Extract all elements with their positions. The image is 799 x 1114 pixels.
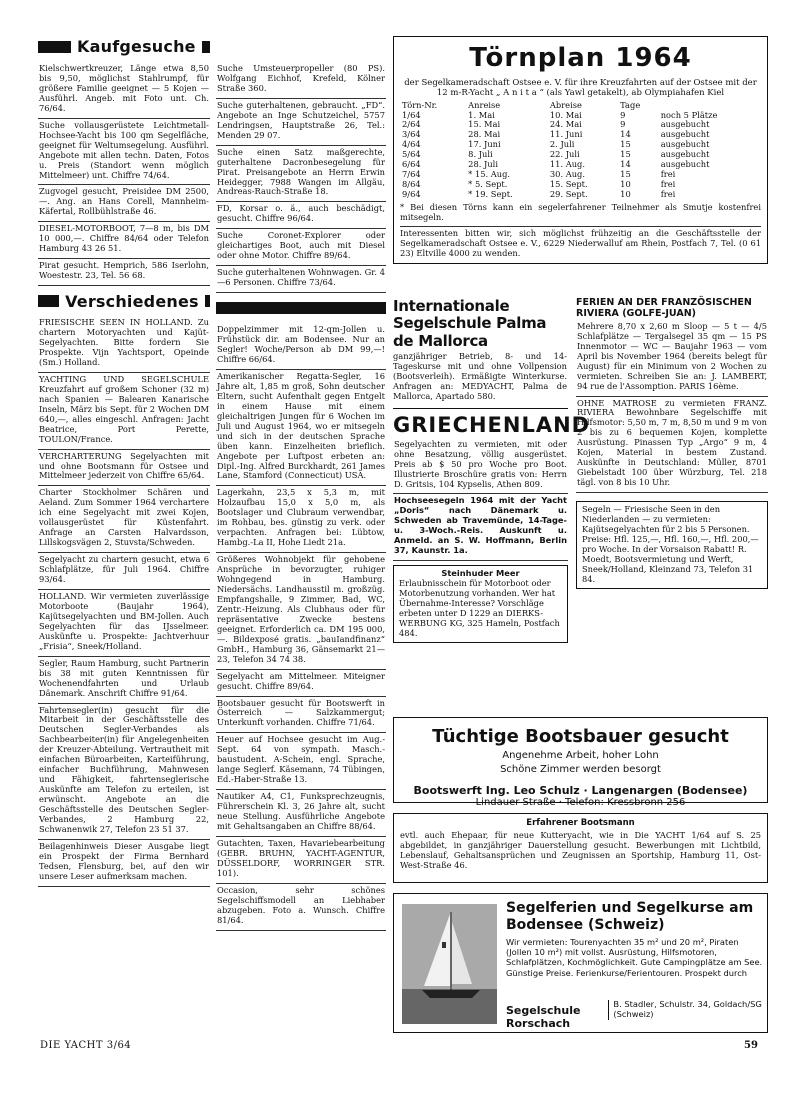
column-3 [393, 36, 768, 272]
classified-ad: DIESEL-MOTORBOOT, 7—8 m, bis DM 10 000,—. Chiffre 84/64 oder Telefon Hamburg 43 26 51. [38, 222, 210, 259]
table-cell: 15 [620, 139, 631, 150]
section-title: Verschiedenes [65, 291, 199, 311]
classified-ad: Fahrtensegler(in) gesucht für die Mitarbeit in der Geschäftsstelle des Deutschen Segler-Verbandes als Sachbearbeiter(in) für Angelegenheiten der Kreuzer-Abteilung. Vertrautheit mit einfachen Büroarbeiten, Karteiführung, einfacher Buchführung, Mahnwesen und Fähigkeit, fahrtenseglerische Auskünfte am Telefon zu erteilen, ist erwünscht. Angebote an die Geschäftsstelle des Deutschen Segler-Verbandes, 2 Hamburg 22, Schwanenwik 27, Telefon 23 51 37. [38, 704, 210, 840]
table-cell: 30. Aug. [549, 169, 586, 180]
classified-ad: Segler, Raum Hamburg, sucht Partnerin bis 38 mit guten Kenntnissen für Wochenendfahrten und Urlaub Dänemark. Anschrift Chiffre 91/64. [38, 657, 210, 704]
classified-ad: Suche Coronet-Explorer oder gleichartiges Boot, auch mit Diesel oder ohne Motor. Chiffre 89/64. [216, 229, 386, 266]
sailboat-icon [402, 904, 497, 1024]
table-cell: noch 5 Plätze [660, 109, 718, 120]
table-header-cell: Anreise [468, 99, 501, 110]
bootsmann-body: evtl. auch Ehepaar, für neue Kutteryacht, wie in Die YACHT 1/64 auf S. 25 abgebildet, in ganzjähriger Dauerstellung gesucht. Bewerbungen mit Lichtbild, Lebenslauf, Gehaltsansprüchen und Zeugnissen an Sportship, Hamburg 11, Ost-West-Straße 46. [400, 830, 761, 871]
table-cell: 14 [620, 159, 631, 170]
classified-ad: YACHTING UND SEGELSCHULE Kreuzfahrt auf großem Schoner (32 m) nach Spanien — Balearen Kanarische Inseln, März bis Sept. für 2 Wochen DM 640,—, alles eingeschl. Anfragen: Jacht Beatrice, Port Perette, TOULON/France. [38, 373, 210, 450]
rorschach-name: Segelschule Rorschach [506, 1004, 581, 1031]
table-cell: 10. Mai [549, 109, 582, 120]
toernplan-note: * Bei diesen Törns kann ein segelerfahrener Teilnehmer als Smutje kostenfrei mitsegeln. [400, 202, 761, 223]
palma-heading: Internationale Segelschule Palma de Mallorca [393, 297, 547, 350]
classified-ad: Suche einen Satz maßgerechte, guterhaltene Dacronbesegelung für Pirat. Preisangebote an Herrn Erwin Heidegger, 7988 Wangen im Allgäu, Andreas-Rauch-Straße 18. [216, 146, 386, 203]
bootsbauer-ad [393, 717, 768, 808]
sailboat-photo [402, 904, 497, 1024]
classified-ad: VERCHARTERUNG Segelyachten mit und ohne Bootsmann für Ostsee und Mittelmeer jederzeit von Chiffre 65/64. [38, 450, 210, 487]
classified-ad: Suche guterhaltenen Wohnwagen. Gr. 4—6 Personen. Chiffre 73/64. [216, 266, 386, 293]
table-cell: 11. Juni [549, 129, 583, 140]
ads-right [576, 298, 768, 593]
table-cell: 1. Mai [468, 109, 495, 120]
classified-ad: Charter Stockholmer Schären und Aeland. Zum Sommer 1964 verchartere ich eine Segelyacht mit zwei Kojen, vollausgerüstet für Küstenfahrt. Anfrage an Carsten Halvardsson, Lillskogsvägen 2, Stuvsta/Schweden. [38, 486, 210, 553]
bootsmann-ad [393, 813, 768, 883]
table-cell: frei [660, 189, 676, 200]
section-banner-verschiedenes [38, 290, 210, 312]
table-cell: 14 [620, 129, 631, 140]
rorschach-title: Segelferien und Segelkurse am Bodensee (Schweiz) [506, 900, 754, 933]
section-banner-kaufgesuche [38, 36, 210, 58]
greece-heading: GRIECHENLAND [393, 412, 591, 437]
table-cell: 8/64 [402, 179, 421, 190]
bootsbauer-line1: Angenehme Arbeit, hoher Lohn [502, 749, 659, 761]
riviera-ad: OHNE MATROSE zu vermieten FRANZ. RIVIERA Bewohnbare Segelschiffe mit Hilfsmotor: 5,50 m, 7 m, 8,50 m und 9 m von 2 bis zu 6 bequemen Kojen, komplette Ausrüstung. Pinassen Typ „Argo“ 9 m, 4 Kojen, Material in bestem Zustand. Auskünfte in Deutschland: Müller, 8701 Giebelstadt 100 über Würzburg, Tel. 218 tägl. von 8 bis 10 Uhr. [576, 397, 768, 494]
classified-list [38, 316, 210, 887]
classified-list [38, 62, 210, 286]
table-cell: 2/64 [402, 119, 421, 130]
table-cell: 22. Juli [549, 149, 580, 160]
magazine-issue: DIE YACHT 3/64 [40, 1040, 132, 1051]
toernplan-box [393, 36, 768, 264]
segeln-nl-box [576, 501, 768, 589]
table-cell: ausgebucht [660, 119, 710, 130]
table-body [400, 111, 761, 201]
bootsbauer-address: Lindauer Straße · Telefon: Kressbronn 256 [475, 796, 686, 808]
table-cell: * 15. Aug. [468, 169, 511, 180]
steinhuder-body: Erlaubnisschein für Motorboot oder Motorbenutzung vorhanden. Wer hat Übernahme-Interesse? Vorschläge erbeten unter D 1229 an DIERKS-WERBUNG KG, 325 Hameln, Postfach 484. [399, 578, 560, 638]
classified-list [216, 62, 386, 293]
table-cell: 1/64 [402, 109, 421, 120]
table-cell: 28. Juli [468, 159, 498, 170]
table-cell: 17. Juni [468, 139, 501, 150]
classified-ad: Beilagenhinweis Dieser Ausgabe liegt ein Prospekt der Firma Bernhard Tedsen, Flensburg, bei, auf den wir unsere Leser aufmerksam machen. [38, 840, 210, 887]
table-cell: 24. Mai [549, 119, 582, 130]
classified-ad: Suche vollausgerüstete Leichtmetall-Hochsee-Yacht bis 100 qm Segelfläche, geeignet für Weltumsegelung. Ausführl. Angebote mit allen techn. Daten, Fotos u. Preis (Standort wenn möglich Mittelmeer) unt. Chiffre 74/64. [38, 119, 210, 186]
table-cell: 7/64 [402, 169, 421, 180]
banner-bar [216, 302, 238, 314]
table-cell: 3/64 [402, 129, 421, 140]
table-header-cell: Abreise [549, 99, 582, 110]
hochsee-ad: Hochseesegeln 1964 mit der Yacht „Doris“ nach Dänemark u. Schweden ab Travemünde, 14-Tage- u. 3-Woch.-Reis. Auskunft u. Anmeld. an S. W. Hoffmann, Berlin 37, Kaunstr. 1a. [393, 494, 568, 561]
steinhuder-heading: Steinhuder Meer [441, 568, 520, 579]
classified-ad: Occasion, sehr schönes Segelschiffsmodell an Liebhaber abzugeben. Foto a. Wunsch. Chiffre 81/64. [216, 884, 386, 931]
greece-body: Segelyachten zu vermieten, mit oder ohne Besatzung, völlig ausgerüstet. Preis ab $ 50 pro Woche pro Boot. Illustrierte Broschüre gratis von: Herrn D. Gritsis, 104 Kypselis, Athen 809. [393, 438, 568, 495]
banner-bar [202, 41, 210, 53]
table-cell: 15. Sept. [549, 179, 588, 190]
toernplan-table [400, 101, 761, 201]
table-cell: 11. Aug. [549, 159, 586, 170]
classified-ad: FD, Korsar o. ä., auch beschädigt, gesucht. Chiffre 96/64. [216, 202, 386, 229]
table-cell: * 19. Sept. [468, 189, 513, 200]
classified-ad: Segelyacht am Mittelmeer. Miteigner gesucht. Chiffre 89/64. [216, 670, 386, 697]
classified-ad: Zugvogel gesucht, Preisidee DM 2500,—. Ang. an Hans Corell, Mannheim-Käfertal, Rollbühlstraße 46. [38, 185, 210, 222]
table-cell: 6/64 [402, 159, 421, 170]
classified-ad: Amerikanischer Regatta-Segler, 16 Jahre alt, 1,85 m groß, Sohn deutscher Eltern, sucht Aufenthalt gegen Entgelt in einem Hause mit einem gleichaltrigen Jungen für 6 Wochen im Juli und August 1964, wo er mitsegeln und sich in der deutschen Sprache üben kann. Einzelheiten brieflich. Angebote per Luftpost erbeten an: Dipl.-Ing. Alfred Burckhardt, 261 James Lane, Stamford (Connecticut) USA. [216, 370, 386, 486]
classified-ad: Doppelzimmer mit 12-qm-Jollen u. Frühstück dir. am Bodensee. Nur an Segler! Woche/Person ab DM 99,—! Chiffre 66/64. [216, 323, 386, 370]
table-cell: 15 [620, 149, 631, 160]
table-cell: 9/64 [402, 189, 421, 200]
table-cell: 2. Juli [549, 139, 575, 150]
classified-ad: FRIESISCHE SEEN IN HOLLAND. Zu chartern Motoryachten und Kajüt-Segelyachten. Bitte fordern Sie Prospekte. Vijn Yachtsport, Opeinde (Sm.) Holland. [38, 316, 210, 373]
table-cell: 4/64 [402, 139, 421, 150]
table-cell: ausgebucht [660, 159, 710, 170]
ferien-body: Mehrere 8,70 x 2,60 m Sloop — 5 t — 4/5 Schlafplätze — Tergalsegel 35 qm — 15 PS Innenmotor — WC — Baujahr 1963 — vom April bis November 1964 (bereits belegt für August) für ein Minimum von 2 Wochen zu vermieten. Schreiben Sie an: J. LAMBERT, 94 rue de l'Assomption. PARIS 16ème. [576, 320, 768, 397]
classified-list [216, 323, 386, 930]
ads-left [393, 297, 591, 647]
classified-ad: Segelyacht zu chartern gesucht, etwa 6 Schlafplätze, für Juli 1964. Chiffre 93/64. [38, 553, 210, 590]
classified-ad: Bootsbauer gesucht für Bootswerft in Österreich — Salzkammergut; Unterkunft vorhanden. Chiffre 71/64. [216, 697, 386, 734]
section-title: Kaufgesuche [77, 37, 196, 57]
table-cell: 10 [620, 179, 631, 190]
banner-bar [238, 302, 386, 314]
banner-bar [38, 295, 59, 307]
table-cell: frei [660, 169, 676, 180]
toernplan-contact: Interessenten bitten wir, sich möglichst frühzeitig an die Geschäftsstelle der Segelkameradschaft Ostsee e. V., 6229 Niederwalluf am Rhein, Postfach 7, Tel. (0 61 23) Eltville 4000 zu wenden. [400, 228, 761, 258]
table-cell: 9 [620, 109, 626, 120]
table-header-cell: Törn-Nr. [402, 99, 438, 110]
bootsbauer-title: Tüchtige Bootsbauer gesucht [432, 726, 729, 747]
table-cell: 15. Mai [468, 119, 501, 130]
classified-ad: Nautiker A4, C1, Funksprechzeugnis, Führerschein Kl. 3, 26 Jahre alt, sucht neue Stellung. Ausführliche Angebote mit Gehaltsangaben an Chiffre 88/64. [216, 790, 386, 837]
toernplan-intro: der Segelkameradschaft Ostsee e. V. für ihre Kreuzfahrten auf der Ostsee mit der 12 m-R-Yacht „ A n i t a “ (als Yawl getakelt), ab Olympiahafen Kiel [404, 78, 757, 99]
classified-ad: Lagerkahn, 23,5 x 5,3 m, mit Holzaufbau 15,0 x 5,0 m, als Bootslager und Clubraum verwendbar, im Rohbau, bes. günstig zu verk. oder verpachten. Anfragen bei: Lübtow, Hambg.-La II, Hohe Liedt 21a. [216, 486, 386, 553]
rorschach-address: B. Stadler, Schulstr. 34, Goldach/SG (Schweiz) [608, 1000, 764, 1020]
toernplan-title: Törnplan 1964 [469, 43, 692, 73]
rorschach-body: Wir vermieten: Tourenyachten 35 m² und 20 m², Piraten (Jollen 10 m²) mit vollst. Ausrüstung, Hilfsmotoren, Schlafplätzen, Kochmöglichkeit. Gute Campingplätze am See. Günstige Preise. Ferienkurse/Ferientouren. Prospekt durch [506, 936, 763, 978]
classified-ad: Größeres Wohnobjekt für gehobene Ansprüche in bevorzugter, ruhiger Wohngegend in Hamburg. Niedersächs. Landhausstil m. großzüg. Empfangshalle, 9 Zimmer, Bad, WC, Zentr.-Heizung. Als Clubhaus oder für repräsentative Zwecke bestens geeignet. Erforderlich ca. DM 195 000,—. Bildexposé gratis. „bauIandfinanz“ GmbH., Hamburg 36, Gänsemarkt 21—23, Telefon 34 74 38. [216, 553, 386, 669]
ferien-heading: FERIEN AN DER FRANZÖSISCHEN RIVIERA (GOLFE-JUAN) [576, 297, 752, 319]
classified-ad: Kielschwertkreuzer, Länge etwa 8,50 bis 9,50, möglichst Stahlrumpf, für größere Familie geeignet — 5 Kojen — Ausführl. Angeb. mit Foto unt. Ch. 76/64. [38, 62, 210, 119]
table-cell: 10 [620, 189, 631, 200]
classified-ad: HOLLAND. Wir vermieten zuverlässige Motorboote (Baujahr 1964), Kajütsegelyachten und BM-Jollen. Auch Segelyachten für das IJsselmeer. Auskünfte u. Prospekte: Jachtverhuur „Frisia“, Sneek/Holland. [38, 590, 210, 657]
bootsbauer-firm: Bootswerft Ing. Leo Schulz · Langenargen (Bodensee) [413, 783, 748, 797]
segeln-nl-body: Segeln — Friesische Seen in den Niederlanden — zu vermieten: Kajütsegelyachten für 2 bis 5 Personen. Preise: Hfl. 125,—, Hfl. 160,—, Hfl. 200,— pro Woche. In der Vorsaison Rabatt! R. Moedt, Bootsvermietung und Werft, Sneek/Holland, Kleinzand 73, Telefon 31 84. [582, 504, 759, 584]
table-cell: ausgebucht [660, 139, 710, 150]
classified-ad: Heuer auf Hochsee gesucht im Aug.-Sept. 64 von sympath. Masch.-baustudent. A-Schein, engl. Sprache, lange Seglerf. Käsemann, 74 Tübingen, Ed.-Haber-Straße 13. [216, 733, 386, 790]
table-row [400, 190, 761, 200]
rorschach-footer [506, 1000, 764, 1030]
table-cell: 29. Sept. [549, 189, 588, 200]
table-cell: ausgebucht [660, 129, 710, 140]
page-number: 59 [744, 1040, 758, 1051]
table-cell: 9 [620, 119, 626, 130]
table-cell: 5/64 [402, 149, 421, 160]
palma-body: ganzjähriger Betrieb, 8- und 14-Tageskurse mit und ohne Vollpension (Bootsverleih). Ermäßigte Winterkurse. Anfragen an: MEDYACHT, Palma de Mallorca, Apartado 580. [393, 350, 567, 401]
bootsmann-heading: Erfahrener Bootsmann [526, 818, 635, 828]
table-cell: 28. Mai [468, 129, 501, 140]
steinhuder-box [393, 565, 568, 643]
banner-bar [205, 295, 210, 307]
table-header-cell: Tage [620, 99, 641, 110]
table-cell: ausgebucht [660, 149, 710, 160]
classified-ad: Gutachten, Taxen, Havariebearbeitung (GEBR. BRUHN, YACHT-AGENTUR, DÜSSELDORF, WORRINGER STR. 101). [216, 837, 386, 884]
classified-ad: Suche guterhaltenen, gebraucht. „FD“. Angebote an Inge Schutzeichel, 5757 Lendringsen, Hauptstraße 26, Tel.: Menden 29 07. [216, 99, 386, 146]
table-cell: * 5. Sept. [468, 179, 508, 190]
classified-ad: Pirat gesucht. Hemprich, 586 Iserlohn, Woestestr. 23, Tel. 56 68. [38, 259, 210, 286]
table-cell: 15 [620, 169, 631, 180]
rorschach-ad [393, 893, 768, 1033]
rorschach-text [506, 900, 764, 978]
classified-ad: Suche Umsteuerpropeller (80 PS). Wolfgang Eichhof, Krefeld, Kölner Straße 360. [216, 62, 386, 99]
column-1 [38, 36, 210, 887]
banner-bar [38, 41, 71, 53]
table-cell: 8. Juli [468, 149, 493, 160]
column-2 [216, 36, 386, 931]
bootsbauer-line2: Schöne Zimmer werden besorgt [500, 763, 661, 775]
table-cell: frei [660, 179, 676, 190]
section-banner-verschiedenes-right [216, 297, 386, 319]
